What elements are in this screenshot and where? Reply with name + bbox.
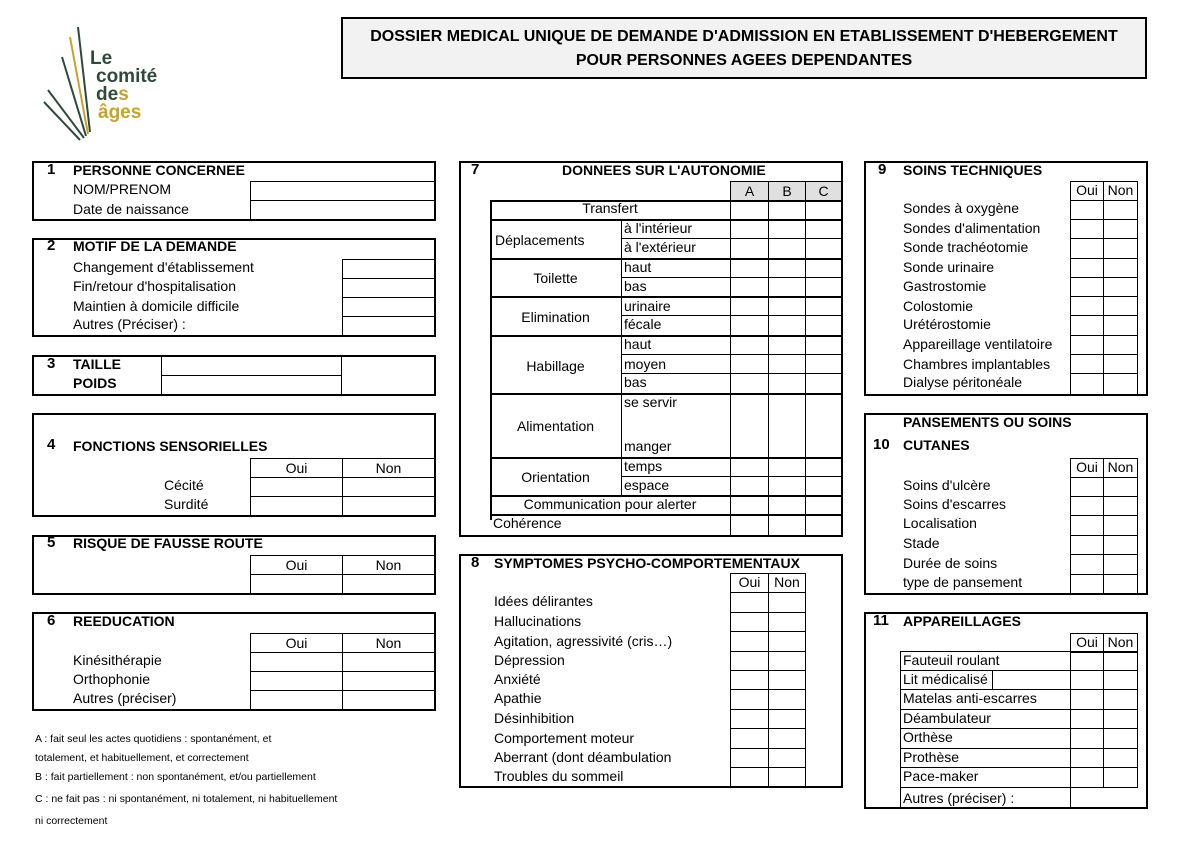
pansement-escarres: Soins d'escarres (903, 496, 1007, 512)
motif-autres-checkbox[interactable] (342, 316, 435, 336)
logo-text-comite: comité (96, 66, 158, 87)
document-title (341, 17, 1147, 79)
label-interieur: à l'intérieur (624, 220, 693, 236)
symptome-troubles-sommeil: Troubles du sommeil (494, 768, 624, 784)
section-2-title: MOTIF DE LA DEMANDE (73, 238, 237, 254)
s9-non-header: Non (1103, 181, 1138, 201)
appareil-prothese: Prothèse (903, 749, 960, 765)
kine-non-checkbox[interactable] (342, 652, 435, 672)
soin-chambres-implantables: Chambres implantables (903, 356, 1051, 372)
label-exterieur: à l'extérieur (624, 239, 696, 255)
section-8-title: SYMPTOMES PSYCHO-COMPORTEMENTAUX (494, 555, 800, 571)
appareil-fauteuil: Fauteuil roulant (903, 652, 1000, 668)
surdite-non-checkbox[interactable] (342, 496, 435, 516)
s8-oui-header: Oui (730, 573, 769, 593)
label-elimination: Elimination (521, 309, 590, 325)
symptome-aberrant: Aberrant (dont déambulation (494, 749, 672, 765)
section-7-title: DONNEES SUR L'AUTONOMIE (562, 162, 766, 178)
label-date-naissance: Date de naissance (73, 201, 189, 217)
motif-changement-checkbox[interactable] (342, 259, 435, 279)
label-coherence: Cohérence (493, 515, 562, 531)
legend-line-2: totalement, et habituellement, et correctement (35, 752, 249, 764)
soin-tracheotomie: Sonde trachéotomie (903, 239, 1029, 255)
soin-dialyse: Dialyse péritonéale (903, 374, 1023, 390)
soin-ventilatoire: Appareillage ventilatoire (903, 336, 1053, 352)
ortho-oui-checkbox[interactable] (250, 671, 343, 691)
soin-sonde-urinaire: Sonde urinaire (903, 259, 995, 275)
label-habillage-bas: bas (624, 374, 647, 390)
section-2-number: 2 (47, 237, 56, 254)
s11-non-header: Non (1103, 633, 1138, 653)
section-9-number: 9 (878, 161, 887, 178)
autres-reed-non-checkbox[interactable] (342, 690, 435, 710)
motif-hospitalisation: Fin/retour d'hospitalisation (73, 278, 236, 294)
label-espace: espace (624, 477, 670, 493)
section-10-title-2: CUTANES (903, 437, 970, 453)
pansement-stade: Stade (903, 535, 940, 551)
section-6-number: 6 (47, 612, 56, 629)
s9-oui-header: Oui (1070, 181, 1104, 201)
pansement-duree: Durée de soins (903, 555, 998, 571)
section-5-number: 5 (47, 534, 56, 551)
s6-non-header: Non (342, 633, 435, 653)
legend-line-5: ni correctement (35, 815, 108, 827)
section-11-number: 11 (873, 612, 889, 629)
soin-oxygene: Sondes à oxygène (903, 200, 1019, 216)
s11-oui-header: Oui (1070, 633, 1104, 653)
fausse-route-oui-checkbox[interactable] (250, 574, 343, 594)
logo (40, 22, 180, 142)
soin-ureterostomie: Urétérostomie (903, 316, 991, 332)
section-4-number: 4 (47, 436, 56, 453)
logo-text-de: de (96, 84, 119, 105)
symptome-depression: Dépression (494, 652, 565, 668)
kine-oui-checkbox[interactable] (250, 652, 343, 672)
pansement-localisation: Localisation (903, 515, 977, 531)
symptome-idees-delirantes: Idées délirantes (494, 593, 593, 609)
s10-non-header: Non (1103, 458, 1138, 478)
appareil-matelas: Matelas anti-escarres (903, 690, 1037, 706)
s8-non-header: Non (768, 573, 806, 593)
appareil-pace-maker: Pace-maker (903, 768, 979, 784)
section-10-number: 10 (873, 436, 890, 453)
autres-reed-oui-checkbox[interactable] (250, 690, 343, 710)
soin-alimentation: Sondes d'alimentation (903, 220, 1041, 236)
label-orientation: Orientation (521, 469, 590, 485)
logo-text-ages: âges (98, 102, 142, 123)
section-1-number: 1 (47, 161, 56, 178)
date-naissance-field[interactable] (250, 200, 435, 220)
s4-non-header: Non (342, 458, 435, 478)
taille-field[interactable] (161, 356, 342, 376)
label-fecale: fécale (624, 316, 662, 332)
label-poids: POIDS (73, 375, 117, 391)
label-transfert: Transfert (582, 200, 638, 216)
label-manger: manger (624, 438, 672, 454)
cecite-oui-checkbox[interactable] (250, 477, 343, 497)
label-habillage: Habillage (526, 358, 585, 374)
section-5-title: RISQUE DE FAUSSE ROUTE (73, 535, 263, 551)
section-4-title: FONCTIONS SENSORIELLES (73, 438, 268, 454)
motif-autres: Autres (Préciser) : (73, 316, 186, 332)
symptome-agitation: Agitation, agressivité (cris…) (494, 633, 673, 649)
motif-hospitalisation-checkbox[interactable] (342, 278, 435, 298)
fausse-route-non-checkbox[interactable] (342, 574, 435, 594)
section-3-number: 3 (47, 355, 56, 372)
label-habillage-moyen: moyen (624, 356, 667, 372)
motif-maintien-domicile: Maintien à domicile difficile (73, 298, 240, 314)
section-10-title-1: PANSEMENTS OU SOINS (903, 414, 1072, 430)
label-autres-reeducation: Autres (préciser) (73, 690, 177, 706)
section-9-title: SOINS TECHNIQUES (903, 162, 1043, 178)
appareil-orthese: Orthèse (903, 729, 953, 745)
appareil-autres: Autres (préciser) : (903, 790, 1015, 806)
section-7-number: 7 (471, 161, 480, 178)
appareil-deambulateur: Déambulateur (903, 710, 991, 726)
symptome-anxiete: Anxiété (494, 671, 541, 687)
s5-non-header: Non (342, 555, 435, 575)
label-communication: Communication pour alerter (523, 496, 697, 512)
s6-oui-header: Oui (250, 633, 343, 653)
label-toilette-haut: haut (624, 259, 652, 275)
symptome-desinhibition: Désinhibition (494, 710, 575, 726)
label-temps: temps (624, 458, 663, 474)
section-8-number: 8 (471, 554, 480, 571)
label-orthophonie: Orthophonie (73, 671, 151, 687)
section-1-title: PERSONNE CONCERNEE (73, 162, 245, 178)
s4-oui-header: Oui (250, 458, 343, 478)
label-deplacements: Déplacements (495, 232, 585, 248)
label-taille: TAILLE (73, 356, 121, 372)
cecite-non-checkbox[interactable] (342, 477, 435, 497)
legend-line-1: A : fait seul les actes quotidiens : spontanément, et (35, 733, 272, 745)
poids-field[interactable] (161, 375, 342, 395)
pansement-ulcere: Soins d'ulcère (903, 477, 991, 493)
legend-line-4: C : ne fait pas : ni spontanément, ni totalement, ni habituellement (35, 793, 338, 805)
col-a-header: A (730, 181, 769, 201)
pansement-type: type de pansement (903, 574, 1023, 590)
title-line-1: DOSSIER MEDICAL UNIQUE DE DEMANDE D'ADMISSION EN ETABLISSEMENT D'HEBERGEMENT (370, 28, 1118, 45)
soin-colostomie: Colostomie (903, 298, 974, 314)
legend-line-3: B : fait partiellement : non spontanément, et/ou partiellement (35, 771, 316, 783)
logo-lines-icon (40, 22, 100, 142)
label-alimentation: Alimentation (516, 418, 595, 434)
soin-gastrostomie: Gastrostomie (903, 278, 987, 294)
label-nom-prenom: NOM/PRENOM (73, 181, 171, 197)
section-6-title: REEDUCATION (73, 613, 175, 629)
title-line-2: POUR PERSONNES AGEES DEPENDANTES (575, 52, 913, 69)
label-se-servir: se servir (624, 394, 677, 410)
label-surdite: Surdité (164, 496, 209, 512)
s5-oui-header: Oui (250, 555, 343, 575)
label-toilette: Toilette (533, 270, 578, 286)
symptome-hallucinations: Hallucinations (494, 613, 582, 629)
symptome-apathie: Apathie (494, 690, 542, 706)
col-c-header: C (805, 181, 842, 201)
label-urinaire: urinaire (624, 298, 671, 314)
symptome-comportement-moteur: Comportement moteur (494, 730, 635, 746)
surdite-oui-checkbox[interactable] (250, 496, 343, 516)
nom-prenom-field[interactable] (250, 181, 435, 201)
col-b-header: B (768, 181, 806, 201)
label-cecite: Cécité (164, 477, 204, 493)
s10-oui-header: Oui (1070, 458, 1104, 478)
label-habillage-haut: haut (624, 336, 652, 352)
motif-changement: Changement d'établissement (73, 259, 254, 275)
label-kinesitherapie: Kinésithérapie (73, 652, 162, 668)
motif-maintien-checkbox[interactable] (342, 297, 435, 317)
ortho-non-checkbox[interactable] (342, 671, 435, 691)
logo-text-le: Le (90, 48, 113, 69)
label-toilette-bas: bas (624, 278, 647, 294)
section-11-title: APPAREILLAGES (903, 613, 1021, 629)
appareil-lit: Lit médicalisé (903, 671, 988, 687)
logo-text-s: s (118, 84, 129, 105)
